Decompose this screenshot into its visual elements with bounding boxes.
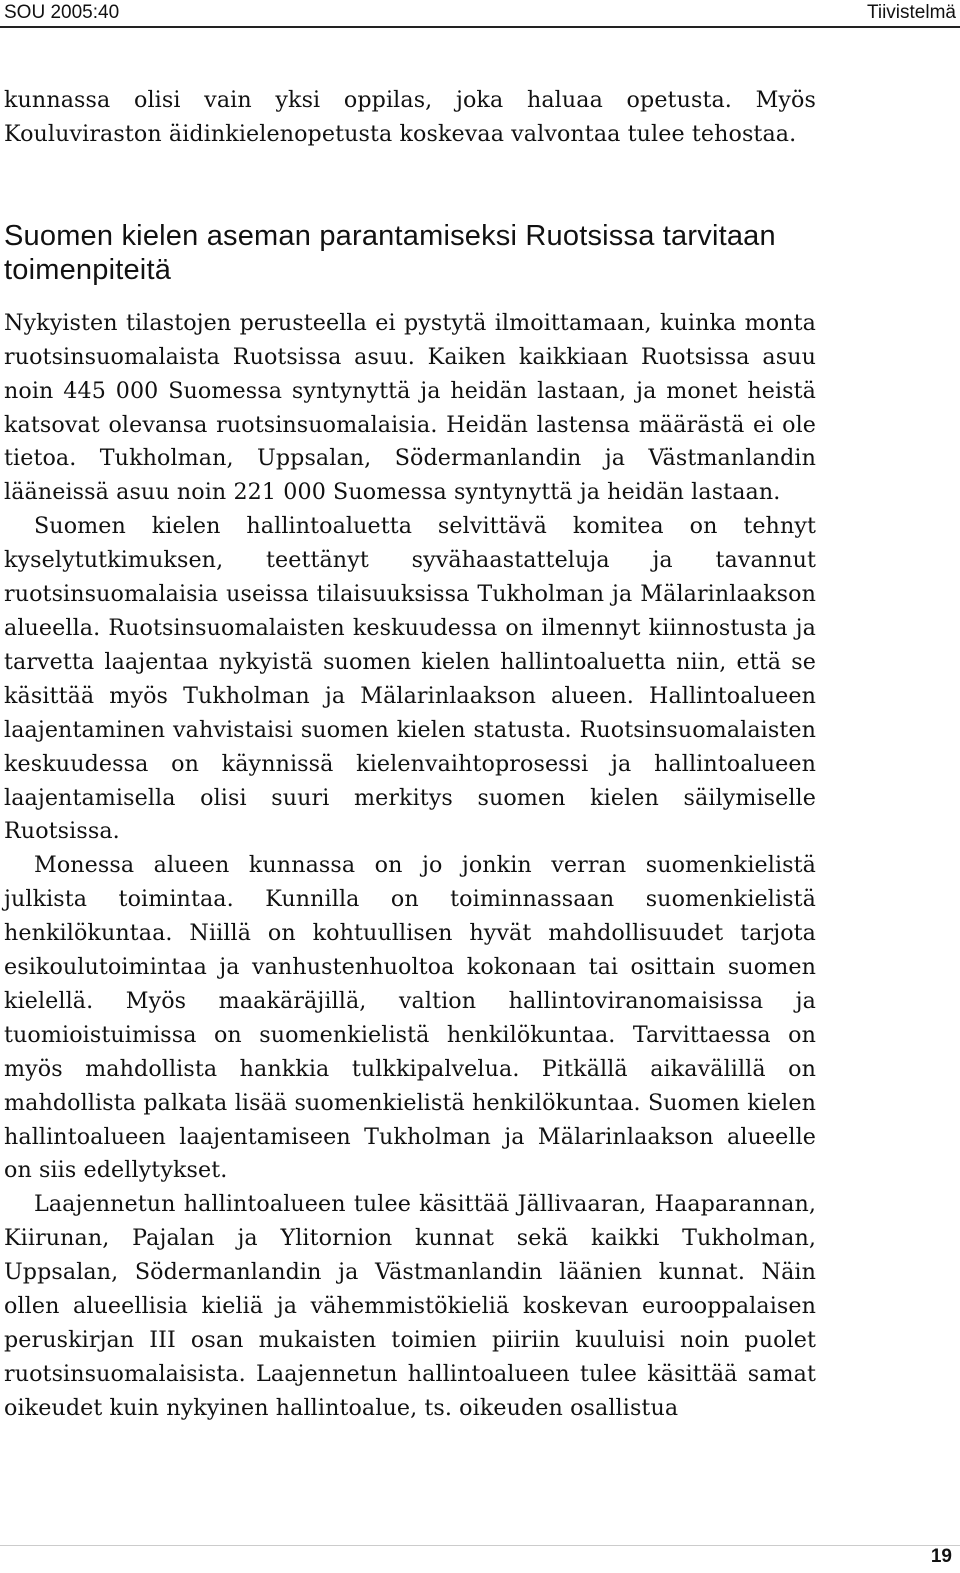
section-heading-wrap bbox=[4, 219, 816, 287]
page-body bbox=[4, 84, 816, 1426]
paragraph-statistics: Nykyisten tilastojen perusteella ei pystytä ilmoittamaan, kuinka monta ruotsinsuomalaista Ruotsissa asuu. Kaiken kaikkiaan Ruotsissa asuu noin 445 000 Suomessa syntynyttä ja heidän lastaan, ja monet heistä katsovat olevansa ruotsinsuomalaisia. Heidän lastensa määrästä ei ole tietoa. Tukholman, Uppsalan, Södermanlandin ja Västmanlandin lääneissä asuu noin 221 000 Suomessa syntynyttä ja heidän lastaan. bbox=[4, 309, 816, 506]
report-id: SOU 2005:40 bbox=[4, 2, 120, 23]
paragraph-extended-area: Laajennetun hallintoalueen tulee käsittää Jällivaaran, Haaparannan, Kiirunan, Pajalan ja Ylitornion kunnat sekä kaikki Tukholman, Uppsalan, Södermanlandin ja Västmanlandin läänien kunnat. Näin ollen alueellisia kieliä ja vähemmistökieliä koskevan eurooppalaisen peruskirjan III osan mukaisten toimien piiriin kuuluisi noin puolet ruotsinsuomalaisista. Laajennetun hallintoalueen tulee käsittää samat oikeudet kuin nykyinen hallintoalue, ts. oikeuden osallistua bbox=[4, 1191, 816, 1421]
page-number: 19 bbox=[930, 1546, 952, 1567]
paragraph-committee: Suomen kielen hallintoaluetta selvittävä komitea on tehnyt kyselytutkimuksen, teettänyt syvähaastatteluja ja tavannut ruotsinsuomalaisia useissa tilaisuuksissa Tukholman ja Mälarinlaakson alueella. Ruotsinsuomalaisten keskuudessa on ilmennyt kiinnostusta ja tarvetta laajentaa nykyistä suomen kielen hallintoaluetta niin, että se käsittää myös Tukholman ja Mälarinlaakson alueen. Hallintoalueen laajentaminen vahvistaisi suomen kielen statusta. Ruotsinsuomalaisten keskuudessa on käynnissä kielenvaihtoprosessi ja hallintoalueen laajentamisella olisi suuri merkitys suomen kielen säilymiselle Ruotsissa. bbox=[4, 513, 816, 845]
paragraph-municipalities: Monessa alueen kunnassa on jo jonkin verran suomenkielistä julkista toimintaa. Kunnilla on toiminnassaan suomenkielistä henkilökuntaa. Niillä on kohtuullisen hyvät mahdollisuudet tarjota esikoulutoimintaa ja vanhustenhuoltoa kokonaan tai osittain suomen kielellä. Myös maakäräjillä, valtion hallintoviranomaisissa ja tuomioistuimissa on suomenkielistä henkilökuntaa. Tarvittaessa on myös mahdollista hankkia tulkkipalvelua. Pitkällä aikavälillä on mahdollista palkata lisää suomenkielistä henkilökuntaa. Suomen kielen hallintoalueen laajentamiseen Tukholman ja Mälarinlaakson alueelle on siis edellytykset. bbox=[4, 852, 816, 1184]
section-title: Tiivistelmä bbox=[866, 2, 956, 23]
footer-divider bbox=[0, 1545, 960, 1546]
intro-paragraph: kunnassa olisi vain yksi oppilas, joka haluaa opetusta. Myös Kouluviraston äidinkielenopetusta koskevaa valvontaa tulee tehostaa. bbox=[4, 87, 816, 147]
running-header bbox=[0, 0, 960, 28]
section-heading: Suomen kielen aseman parantamiseksi Ruotsissa tarvitaan toimenpiteitä bbox=[4, 219, 776, 286]
header-divider bbox=[0, 26, 960, 28]
